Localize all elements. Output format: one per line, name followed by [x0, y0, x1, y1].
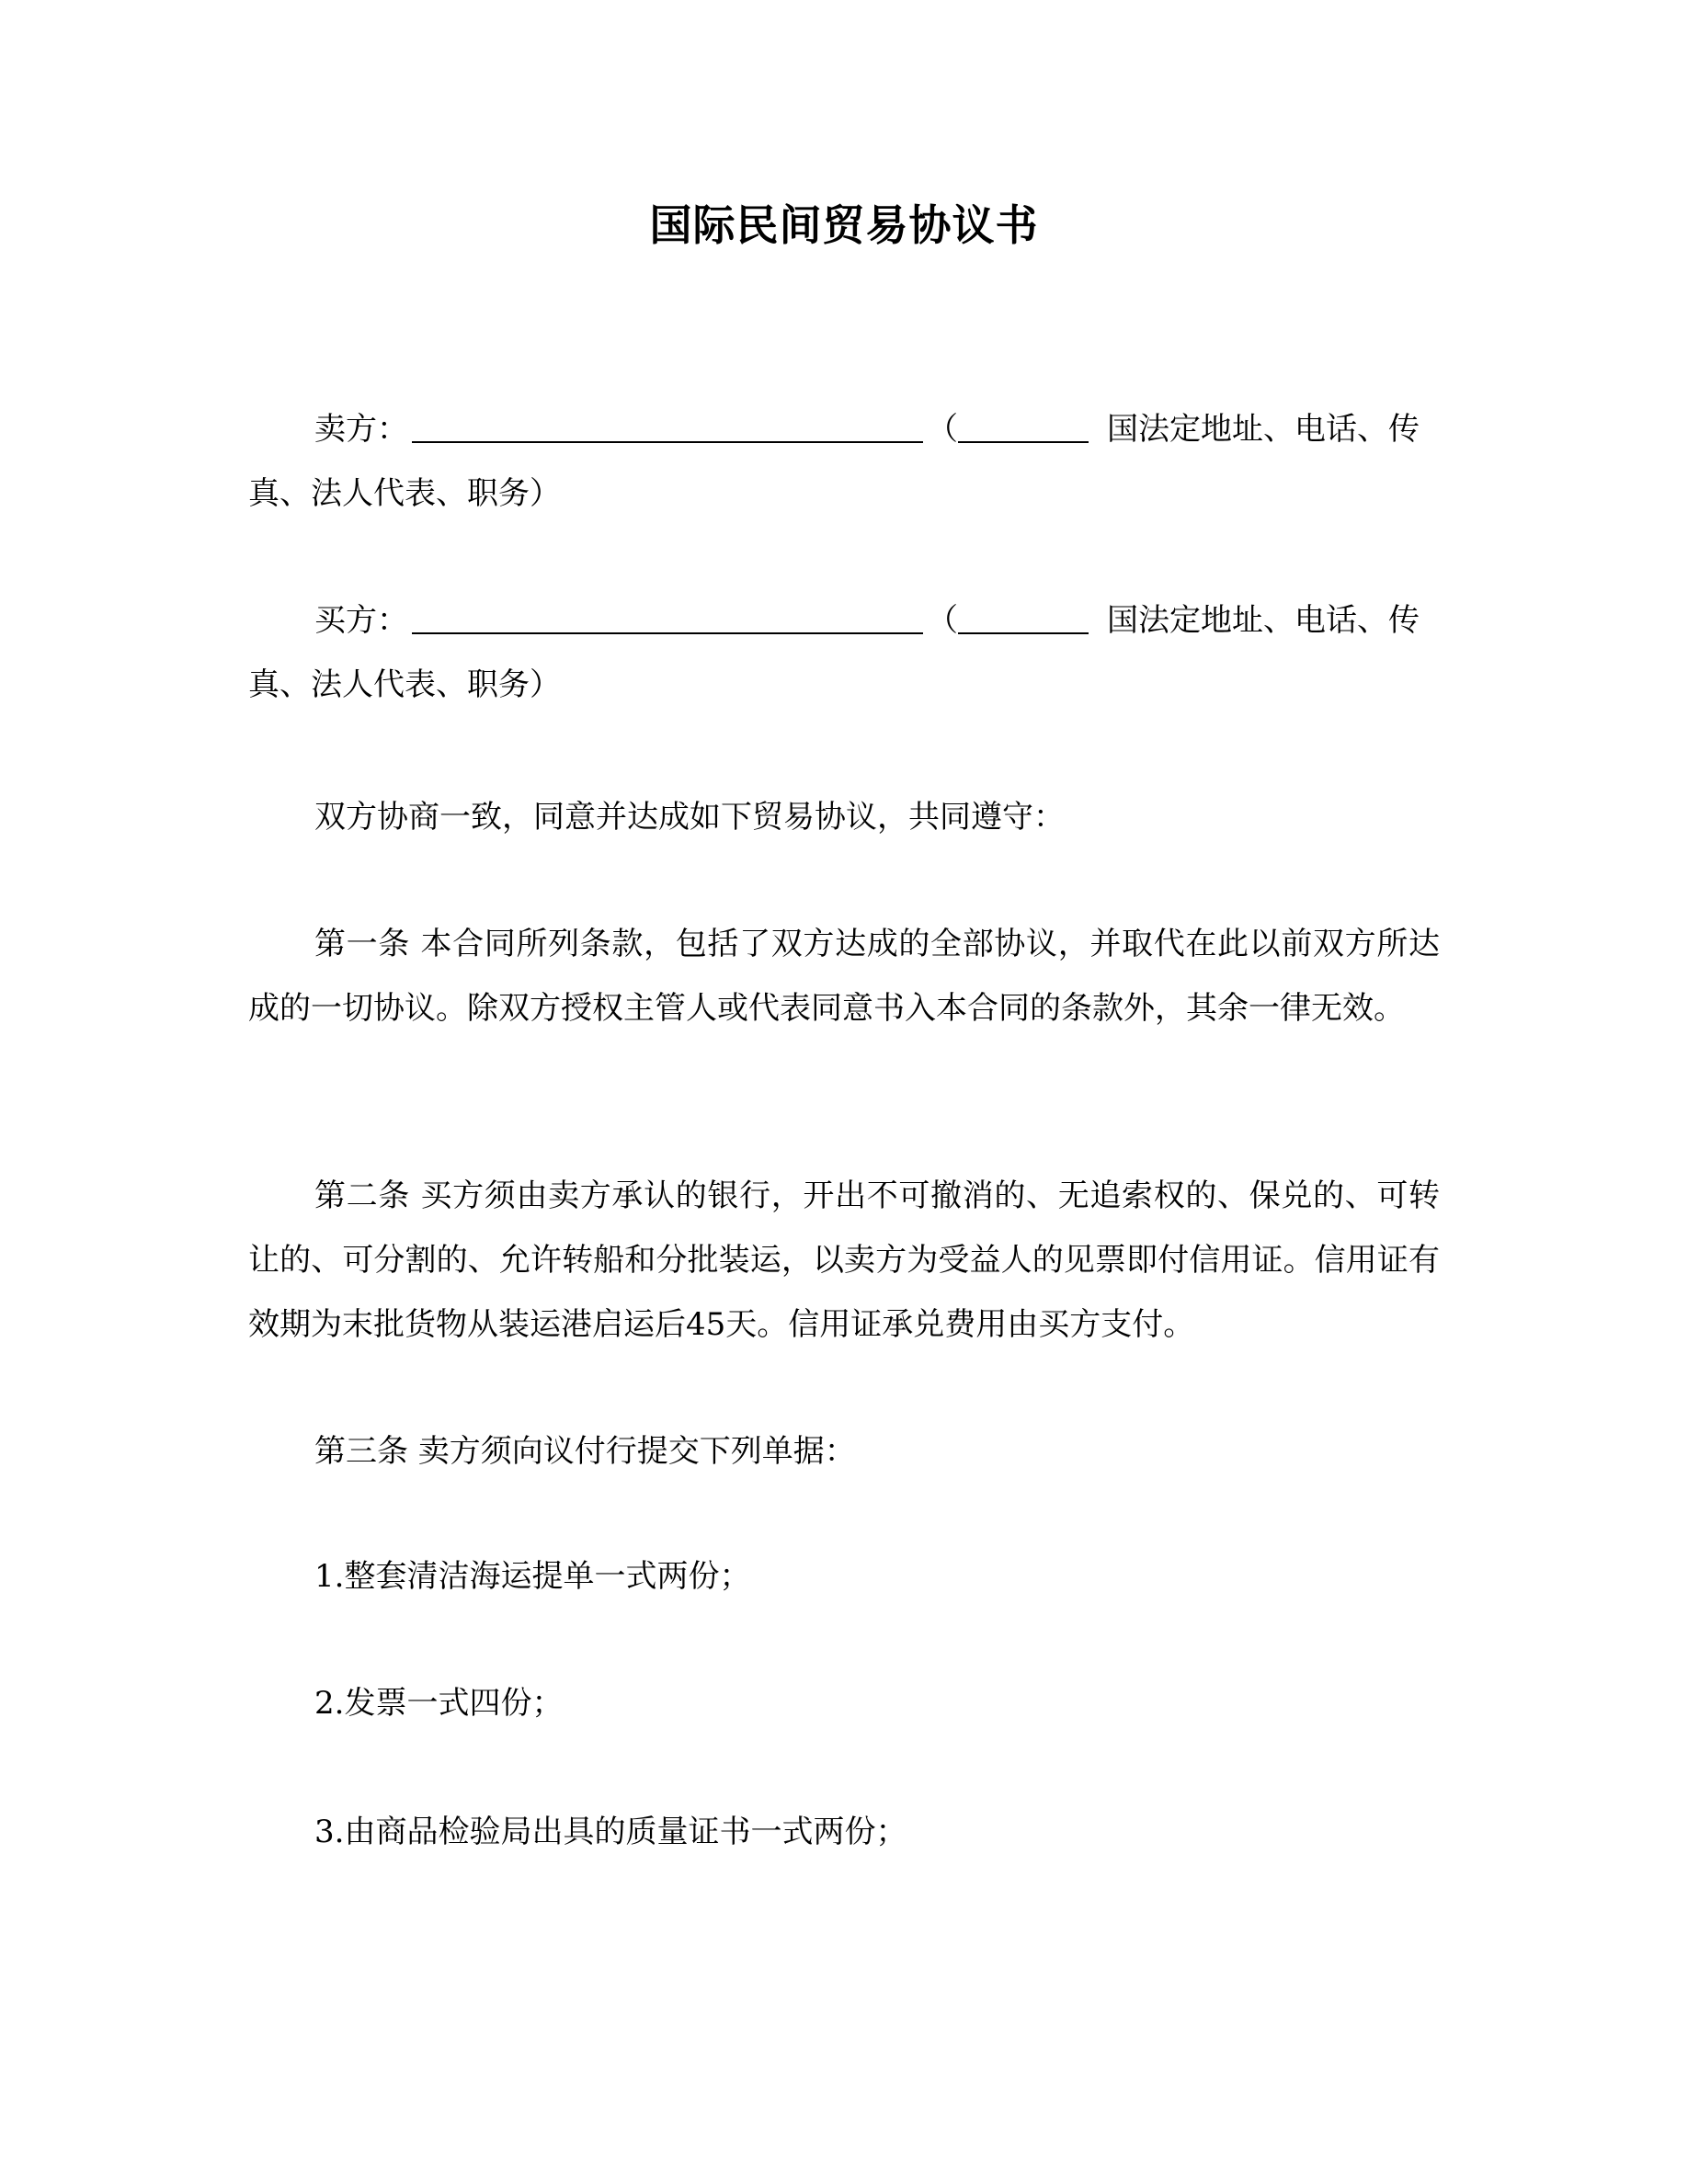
seller-suffix-line1: 国法定地址、电话、传	[1107, 411, 1420, 448]
article-2: 第二条 买方须由卖方承认的银行，开出不可撤消的、无追索权的、保兑的、可转让的、可分割的、允许转船和分批装运，以卖方为受益人的见票即付信用证。信用证有效期为末批货物从装运港启运后45天。信用证承兑费用由买方支付。	[248, 1177, 1440, 1343]
intro-paragraph: 双方协商一致，同意并达成如下贸易协议，共同遵守：	[314, 799, 1065, 836]
buyer-suffix-line1: 国法定地址、电话、传	[1107, 602, 1420, 639]
seller-country-blank	[958, 410, 1089, 443]
seller-paragraph	[248, 397, 1440, 526]
document-title: 国际民间贸易协议书	[649, 200, 1039, 250]
buyer-country-blank	[958, 601, 1089, 634]
buyer-label: 买方：	[314, 602, 408, 639]
seller-label: 卖方：	[314, 411, 408, 448]
seller-suffix-line2: 真、法人代表、职务）	[248, 475, 561, 512]
seller-open-paren: （	[927, 411, 958, 448]
buyer-paragraph	[248, 588, 1440, 717]
buyer-suffix-line2: 真、法人代表、职务）	[248, 666, 561, 703]
list-item-2: 2.发票一式四份；	[314, 1685, 564, 1722]
article-3: 第三条 卖方须向议付行提交下列单据：	[314, 1433, 856, 1470]
seller-name-blank	[412, 410, 923, 443]
list-item-3: 3.由商品检验局出具的质量证书一式两份；	[314, 1814, 907, 1850]
buyer-open-paren: （	[927, 602, 958, 639]
seller-line	[248, 397, 1440, 461]
article-1: 第一条 本合同所列条款，包括了双方达成的全部协议，并取代在此以前双方所达成的一切协议。除双方授权主管人或代表同意书入本合同的条款外，其余一律无效。	[248, 926, 1440, 1027]
buyer-name-blank	[412, 601, 923, 634]
buyer-line	[248, 588, 1440, 653]
list-item-1: 1.整套清洁海运提单一式两份；	[314, 1558, 751, 1595]
